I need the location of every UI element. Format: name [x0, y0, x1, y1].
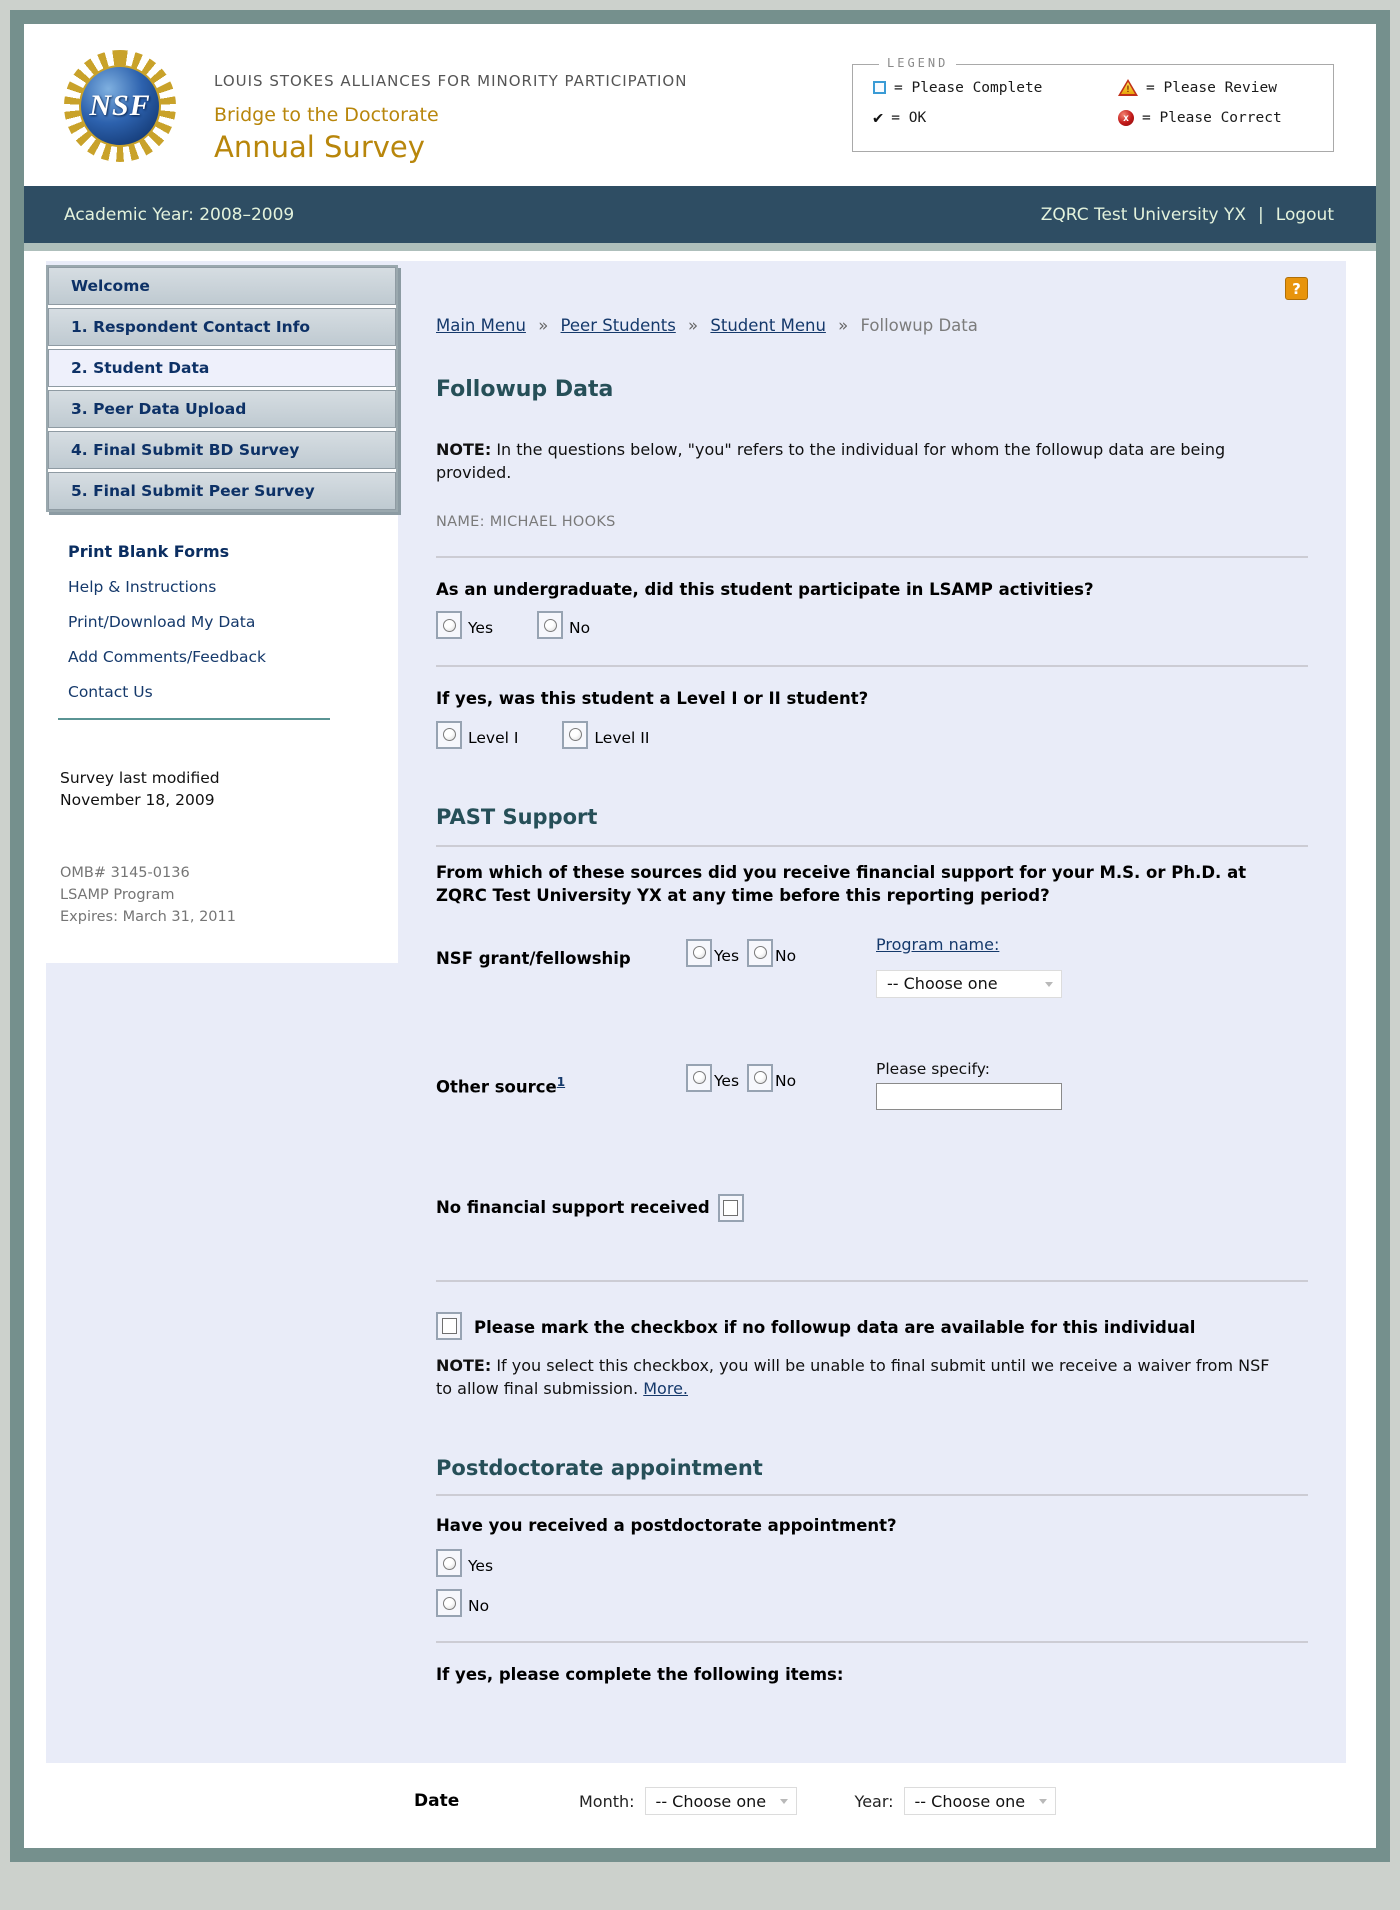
help-instructions-link[interactable]: Help & Instructions: [68, 578, 217, 596]
breadcrumb: [436, 316, 1308, 335]
option-label: Yes: [468, 1557, 494, 1576]
level-options: [436, 721, 1308, 749]
legend-item-complete: [873, 79, 1118, 96]
radio-box[interactable]: [436, 611, 462, 639]
legend-item-ok: [873, 107, 1118, 128]
waiver-note: [436, 1354, 1282, 1400]
past-support-heading: PAST Support: [436, 804, 598, 829]
radio-icon: [693, 1071, 706, 1084]
legend-label: = OK: [891, 110, 927, 126]
warning-triangle-icon: [1118, 79, 1138, 96]
waiver-row: [436, 1312, 1308, 1340]
month-select[interactable]: [645, 1787, 797, 1815]
divider: [436, 1280, 1308, 1282]
legend-box: [852, 56, 1334, 152]
radio-box[interactable]: [537, 611, 563, 639]
no-support-checkbox[interactable]: [718, 1194, 744, 1222]
header: [24, 24, 1376, 186]
divider: [436, 1641, 1308, 1643]
topbar-separator: |: [1258, 204, 1264, 225]
sidebar-menu: [46, 265, 398, 512]
legend-grid: [873, 79, 1319, 126]
print-blank-forms-link[interactable]: Print Blank Forms: [68, 542, 230, 561]
question-level: If yes, was this student a Level I or II student?: [436, 689, 869, 709]
topbar: [24, 186, 1376, 243]
nsf-yes-option[interactable]: [686, 939, 739, 967]
radio-box[interactable]: [436, 1549, 462, 1577]
option-label: Yes: [714, 1071, 740, 1090]
breadcrumb-main-menu[interactable]: Main Menu: [436, 316, 526, 335]
sidebar-item-student-data[interactable]: 2. Student Data: [48, 349, 396, 387]
breadcrumb-separator: »: [838, 316, 849, 335]
nsf-grant-row: [436, 935, 1308, 998]
legend-title: LEGEND: [879, 56, 956, 70]
month-label: Month:: [579, 1791, 635, 1811]
no-support-label: No financial support received: [436, 1198, 710, 1218]
footnote-1-link[interactable]: 1: [556, 1074, 566, 1089]
level-1-option[interactable]: [436, 721, 518, 749]
program-name-link[interactable]: Program name:: [876, 934, 1000, 954]
other-source-label: [436, 1060, 686, 1097]
content: [398, 261, 1346, 1706]
contact-us-link[interactable]: Contact Us: [68, 683, 153, 701]
radio-box[interactable]: [436, 721, 462, 749]
add-comments-feedback-link[interactable]: Add Comments/Feedback: [68, 648, 266, 666]
topbar-right: [1041, 205, 1334, 225]
breadcrumb-peer-students[interactable]: Peer Students: [560, 316, 676, 335]
omb-number: OMB# 3145-0136: [60, 865, 190, 882]
select-value: -- Choose one: [887, 974, 998, 994]
last-modified-line1: Survey last modified: [60, 769, 220, 787]
date-label: Date: [414, 1791, 460, 1811]
radio-box[interactable]: [686, 939, 712, 967]
radio-icon: [443, 619, 456, 632]
nsf-no-option[interactable]: [747, 939, 796, 967]
sidebar-item-peer-data-upload[interactable]: 3. Peer Data Upload: [48, 390, 396, 428]
divider: [436, 1494, 1308, 1496]
other-source-text: Other source: [436, 1077, 557, 1097]
radio-icon: [569, 728, 582, 741]
checkmark-icon: ✔: [873, 107, 884, 128]
postdoc-no-option[interactable]: [436, 1589, 1308, 1617]
year-select[interactable]: [904, 1787, 1056, 1815]
question-funding-sources: From which of these sources did you receive financial support for your M.S. or Ph.D. at ZQRC Test University YX at any time before this reporting period?: [436, 862, 1247, 905]
sidebar-item-final-submit-bd-survey[interactable]: 4. Final Submit BD Survey: [48, 431, 396, 469]
org-line: LOUIS STOKES ALLIANCES FOR MINORITY PARTICIPATION: [214, 72, 688, 90]
omb-program: LSAMP Program: [60, 887, 175, 904]
waiver-note-text: If you select this checkbox, you will be unable to final submit until we receive a waiver from NSF to allow final submission.: [436, 1355, 1270, 1398]
radio-icon: [754, 946, 767, 959]
last-modified-note: [60, 768, 398, 811]
other-specify-input[interactable]: [876, 1083, 1062, 1110]
legend-label: = Please Complete: [894, 79, 1043, 96]
nsf-grant-label: NSF grant/fellowship: [436, 948, 631, 968]
radio-icon: [443, 1557, 456, 1570]
page-frame: [10, 10, 1390, 1862]
radio-box[interactable]: [562, 721, 588, 749]
question-if-yes-complete: If yes, please complete the following items:: [436, 1665, 844, 1685]
question-postdoc: Have you received a postdoctorate appointment?: [436, 1516, 897, 1536]
nsf-logo: [64, 50, 176, 162]
postdoc-yes-option[interactable]: [436, 1549, 1308, 1577]
option-label: Yes: [714, 946, 740, 965]
topbar-edge: [24, 243, 1376, 251]
no-support-row: [436, 1194, 1308, 1222]
breadcrumb-current: Followup Data: [860, 316, 978, 335]
academic-year-label: Academic Year: 2008–2009: [64, 204, 295, 225]
omb-expires: Expires: March 31, 2011: [60, 908, 236, 925]
other-yes-option[interactable]: [686, 1064, 739, 1092]
program-name-select[interactable]: [876, 970, 1062, 998]
option-label: No: [569, 619, 591, 638]
date-row: [24, 1763, 1376, 1845]
other-source-row: [436, 1060, 1308, 1110]
note-paragraph: [436, 438, 1282, 484]
lsamp-yes-option[interactable]: [436, 611, 493, 639]
level-2-option[interactable]: [562, 721, 649, 749]
month-group: [579, 1787, 797, 1815]
option-label: No: [775, 946, 797, 965]
select-value: -- Choose one: [914, 1791, 1026, 1811]
breadcrumb-student-menu[interactable]: Student Menu: [710, 316, 826, 335]
lsamp-options: [436, 611, 1308, 639]
sidebar-divider: [58, 718, 330, 720]
note-text: In the questions below, "you" refers to the individual for whom the followup data are being provided.: [436, 440, 1226, 483]
option-label: Level II: [594, 728, 650, 747]
help-icon[interactable]: ?: [1285, 277, 1308, 300]
nsf-grant-options: [686, 935, 856, 967]
program-subtitle: Bridge to the Doctorate: [214, 104, 439, 126]
radio-icon: [443, 1597, 456, 1610]
logout-link[interactable]: Logout: [1275, 204, 1334, 225]
sidebar-item-respondent-contact-info[interactable]: 1. Respondent Contact Info: [48, 308, 396, 346]
survey-title: Annual Survey: [214, 130, 425, 164]
select-value: -- Choose one: [655, 1791, 767, 1811]
legend-label: = Please Review: [1146, 79, 1277, 96]
radio-icon: [754, 1071, 767, 1084]
radio-box[interactable]: [436, 1589, 462, 1617]
other-source-options: [686, 1060, 856, 1092]
student-name: NAME: MICHAEL HOOKS: [436, 514, 616, 531]
divider: [436, 556, 1308, 558]
please-complete-icon: [873, 81, 886, 94]
postdoc-options: [436, 1549, 1308, 1617]
radio-icon: [693, 946, 706, 959]
option-label: No: [468, 1597, 490, 1616]
option-label: Level I: [468, 728, 519, 747]
breadcrumb-separator: »: [538, 316, 549, 335]
sidebar-item-welcome[interactable]: Welcome: [48, 267, 396, 305]
help-row: [436, 277, 1308, 300]
divider: [436, 845, 1308, 847]
radio-icon: [544, 619, 557, 632]
last-modified-line2: November 18, 2009: [60, 790, 215, 809]
title-block: [214, 50, 687, 186]
other-specify-block: [876, 1060, 1062, 1110]
legend-label: = Please Correct: [1142, 110, 1282, 126]
print-download-data-link[interactable]: Print/Download My Data: [68, 613, 256, 631]
main-area: [46, 261, 1346, 1763]
divider: [436, 665, 1308, 667]
note-label: NOTE:: [436, 440, 492, 459]
lsamp-no-option[interactable]: [537, 611, 590, 639]
postdoc-heading: Postdoctorate appointment: [436, 1456, 763, 1481]
breadcrumb-separator: »: [688, 316, 699, 335]
legend-item-correct: [1118, 110, 1319, 126]
radio-box[interactable]: [747, 939, 773, 967]
question-lsamp-participation: As an undergraduate, did this student participate in LSAMP activities?: [436, 580, 1094, 600]
no-followup-label: Please mark the checkbox if no followup data are available for this individual: [474, 1317, 1196, 1337]
more-link[interactable]: More.: [643, 1378, 688, 1398]
checkbox-icon: [442, 1318, 457, 1334]
radio-box[interactable]: [686, 1064, 712, 1092]
omb-block: [60, 863, 398, 928]
year-label: Year:: [854, 1791, 894, 1811]
radio-box[interactable]: [747, 1064, 773, 1092]
option-label: No: [775, 1071, 797, 1090]
no-followup-checkbox[interactable]: [436, 1312, 462, 1340]
nsf-logo-globe: NSF: [79, 65, 161, 147]
page-title: Followup Data: [436, 377, 614, 402]
university-name: ZQRC Test University YX: [1040, 204, 1247, 225]
sidebar: [46, 265, 398, 963]
error-circle-icon: x: [1118, 110, 1134, 126]
radio-icon: [443, 728, 456, 741]
sidebar-item-final-submit-peer-survey[interactable]: 5. Final Submit Peer Survey: [48, 472, 396, 510]
sidebar-links: [46, 512, 398, 701]
please-specify-label: Please specify:: [876, 1059, 990, 1078]
year-group: [855, 1787, 1056, 1815]
other-no-option[interactable]: [747, 1064, 796, 1092]
legend-item-review: [1118, 79, 1319, 96]
nsf-program-block: [876, 935, 1062, 998]
note-label: NOTE:: [436, 1355, 492, 1375]
checkbox-icon: [723, 1200, 738, 1216]
option-label: Yes: [468, 619, 494, 638]
